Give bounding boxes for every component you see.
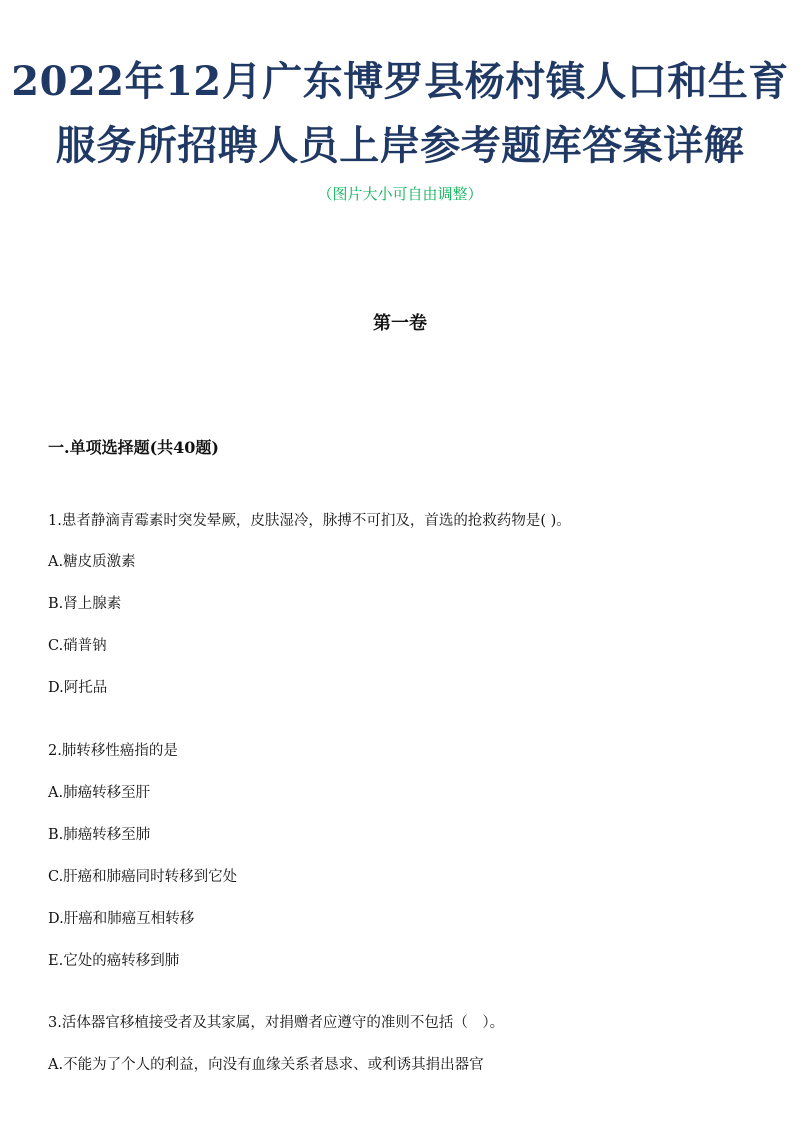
question-2-option-a: A.肺癌转移至肝 <box>48 785 151 801</box>
volume-heading: 第一卷 <box>373 313 427 334</box>
question-1-stem: 1.患者静滴青霉素时突发晕厥，皮肤湿冷，脉搏不可扪及，首选的抢救药物是( )。 <box>48 513 571 529</box>
section-heading: 一.单项选择题(共40题) <box>48 438 219 457</box>
question-2-option-b: B.肺癌转移至肺 <box>48 827 151 843</box>
question-3-stem: 3.活体器官移植接受者及其家属，对捐赠者应遵守的准则不包括（ ）。 <box>48 1015 505 1031</box>
question-1-option-a: A.糖皮质激素 <box>48 554 136 570</box>
question-2-stem: 2.肺转移性癌指的是 <box>48 743 178 759</box>
question-2-option-c: C.肝癌和肺癌同时转移到它处 <box>48 869 238 885</box>
question-2-option-e: E.它处的癌转移到肺 <box>48 953 180 969</box>
document-subtitle: （图片大小可自由调整） <box>317 185 483 203</box>
question-1-option-c: C.硝普钠 <box>48 638 107 654</box>
question-2-option-d: D.肝癌和肺癌互相转移 <box>48 911 195 927</box>
question-1-option-b: B.肾上腺素 <box>48 596 122 612</box>
question-1-option-d: D.阿托品 <box>48 680 108 696</box>
document-title-line-2: 服务所招聘人员上岸参考题库答案详解 <box>55 122 745 169</box>
question-3-option-a: A.不能为了个人的利益，向没有血缘关系者恳求、或利诱其捐出器官 <box>48 1057 484 1073</box>
document-title-line-1: 2022年12月广东博罗县杨村镇人口和生育 <box>11 58 789 105</box>
